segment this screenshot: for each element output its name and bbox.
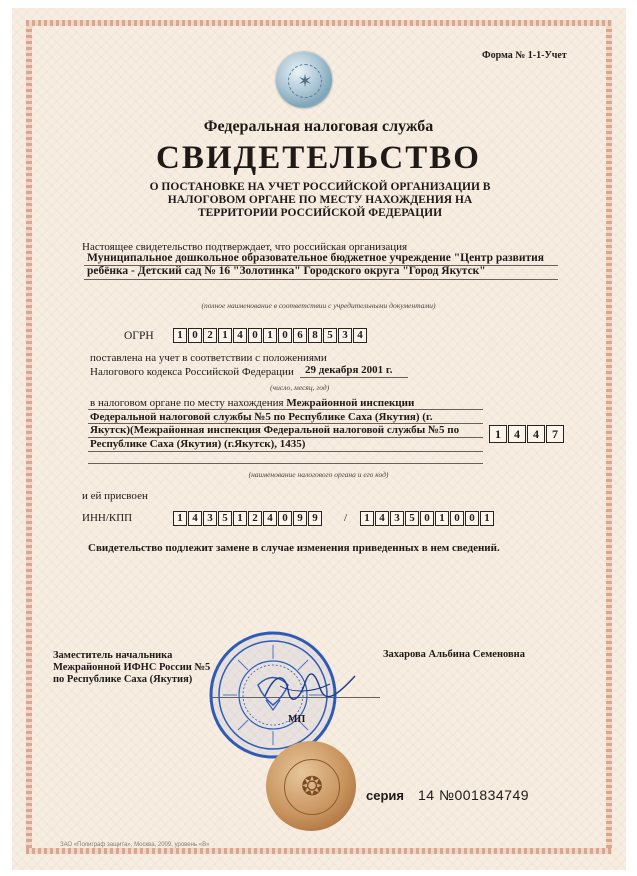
- inn-digit: 4: [188, 511, 202, 526]
- tax-code-digit: 1: [489, 425, 507, 443]
- ogrn-label: ОГРН: [124, 330, 154, 342]
- kpp-digit: 4: [375, 511, 389, 526]
- fill-line: [88, 423, 483, 424]
- organization-name: Муниципальное дошкольное образовательное бюджетное учреждение "Центр развития ребёнка - Детский сад № 16 "Золотинка" Городского округа "Город Якутск": [87, 252, 544, 277]
- inn-digit: 5: [218, 511, 232, 526]
- gold-seal-icon: ❂: [266, 741, 356, 831]
- registration-date: 29 декабря 2001 г.: [305, 364, 393, 376]
- series-label: серия: [366, 788, 404, 803]
- intro-text: Настоящее свидетельство подтверждает, что российская организация: [82, 241, 408, 253]
- tax-code-digit: 7: [546, 425, 564, 443]
- ogrn-digit: 2: [203, 328, 217, 343]
- fill-line: [84, 265, 558, 266]
- kpp-digit: 1: [360, 511, 374, 526]
- ogrn-digit: 1: [218, 328, 232, 343]
- printer-footer: ЗАО «Полиграф защита», Москва, 2009, уровень «В»: [60, 842, 210, 848]
- inn-digit: 2: [248, 511, 262, 526]
- stamp-mark: МП: [288, 714, 306, 725]
- registration-text-line-1: поставлена на учет в соответствии с положениями: [90, 352, 327, 364]
- handwritten-signature: [260, 668, 360, 704]
- inn-digit: 1: [233, 511, 247, 526]
- tax-code-boxes: [489, 425, 565, 443]
- tax-authority-name: Межрайонной инспекции Федеральной налоговой службы №5 по Республике Саха (Якутия) (г. Якутск)(Межрайонная инспекция Федеральной налоговой службы №5 по Республике Саха (Якутия) (г.Якутск), 1435): [90, 397, 460, 450]
- inn-digit: 9: [293, 511, 307, 526]
- service-name: Федеральная налоговая служба: [203, 118, 434, 135]
- ogrn-digit: 1: [173, 328, 187, 343]
- series-number: 14 №001834749: [418, 787, 530, 803]
- replacement-notice: Свидетельство подлежит замене в случае изменения приведенных в нем сведений.: [88, 542, 500, 554]
- ogrn-digit: 0: [278, 328, 292, 343]
- registration-text-line-2: Налогового кодекса Российской Федерации: [90, 366, 294, 378]
- inn-digit: 4: [263, 511, 277, 526]
- inn-boxes: [173, 511, 323, 526]
- inn-digit: 3: [203, 511, 217, 526]
- certificate-subtitle: О ПОСТАНОВКЕ НА УЧЕТ РОССИЙСКОЙ ОРГАНИЗАЦИИ В НАЛОГОВОМ ОРГАНЕ ПО МЕСТУ НАХОЖДЕНИЯ НА ТЕРРИТОРИИ РОССИЙСКОЙ ФЕДЕРАЦИИ: [149, 181, 491, 219]
- inn-digit: 0: [278, 511, 292, 526]
- signer-position: Заместитель начальника Межрайонной ИФНС России №5 по Республике Саха (Якутия): [53, 650, 211, 685]
- inn-digit: 1: [173, 511, 187, 526]
- ogrn-digit: 0: [188, 328, 202, 343]
- fill-line: [88, 409, 483, 410]
- caption-date: (число, месяц, год): [270, 383, 330, 392]
- kpp-digit: 1: [480, 511, 494, 526]
- caption-organization: (полное наименование в соответствии с учредительными документами): [201, 301, 436, 310]
- ogrn-digit: 8: [308, 328, 322, 343]
- inn-digit: 9: [308, 511, 322, 526]
- inn-kpp-separator: /: [344, 512, 348, 524]
- ogrn-digit: 4: [353, 328, 367, 343]
- assigned-text: и ей присвоен: [82, 490, 148, 502]
- kpp-digit: 3: [390, 511, 404, 526]
- form-number: Форма № 1-1-Учет: [482, 50, 567, 61]
- ogrn-digit: 5: [323, 328, 337, 343]
- certificate-title: СВИДЕТЕЛЬСТВО: [156, 140, 481, 176]
- inn-kpp-label: ИНН/КПП: [82, 512, 133, 524]
- kpp-boxes: [360, 511, 495, 526]
- kpp-digit: 0: [420, 511, 434, 526]
- fill-line: [88, 463, 483, 464]
- tax-authority-intro: в налоговом органе по месту нахождения: [90, 397, 284, 409]
- caption-tax-authority: (наименование налогового органа и его код): [248, 470, 389, 479]
- tax-code-digit: 4: [527, 425, 545, 443]
- signer-name: Захарова Альбина Семеновна: [383, 649, 525, 660]
- fill-line: [88, 437, 483, 438]
- tax-code-digit: 4: [508, 425, 526, 443]
- fill-line: [84, 279, 558, 280]
- fill-line: [88, 451, 483, 452]
- kpp-digit: 1: [435, 511, 449, 526]
- ogrn-digit: 6: [293, 328, 307, 343]
- ogrn-digit: 1: [263, 328, 277, 343]
- hologram-emblem-icon: ✶: [276, 52, 332, 108]
- ogrn-digit: 0: [248, 328, 262, 343]
- tax-authority-block: [90, 397, 470, 451]
- kpp-digit: 0: [450, 511, 464, 526]
- kpp-digit: 5: [405, 511, 419, 526]
- ogrn-digit: 4: [233, 328, 247, 343]
- registration-text: [90, 351, 327, 379]
- fill-line: [300, 377, 408, 378]
- kpp-digit: 0: [465, 511, 479, 526]
- ogrn-boxes: [173, 328, 368, 343]
- ogrn-digit: 3: [338, 328, 352, 343]
